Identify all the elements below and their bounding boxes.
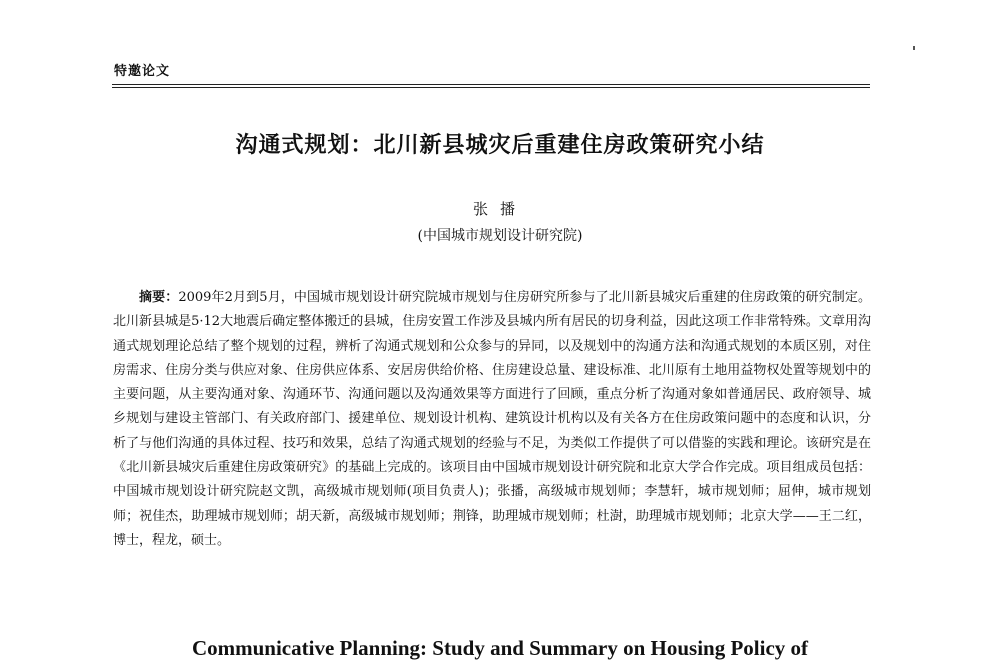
abstract-label: 摘要： — [139, 290, 179, 305]
abstract-text: 2009年2月到5月，中国城市规划设计研究院城市规划与住房研究所参与了北川新县城灾后重建的住房政策的研究制定。北川新县城是5·12大地震后确定整体搬迁的县城，住房安置工作涉及县城内所有居民的切身利益，因此这项工作非常特殊。文章用沟通式规划理论总结了整个规划的过程，辨析了沟通式规划和公众参与的异同，以及规划中的沟通方法和沟通式规划的本质区别，对住房需求、住房分类与供应对象、住房供应体系、安居房供给价格、住房建设总量、建设标准、北川原有土地用益物权处置等规划中的主要问题，从主要沟通对象、沟通环节、沟通问题以及沟通效果等方面进行了回顾，重点分析了沟通对象如普通居民、政府领导、城乡规划与建设主管部门、有关政府部门、援建单位、规划设计机构、建筑设计机构以及有关各方在住房政策问题中的态度和认识，分析了与他们沟通的具体过程、技巧和效果，总结了沟通式规划的经验与不足，为类似工作提供了可以借鉴的实践和理论。该研究是在《北川新县城灾后重建住房政策研究》的基础上完成的。该项目由中国城市规划设计研究院和北京大学合作完成。项目组成员包括：中国城市规划设计研究院赵文凯，高级城市规划师(项目负责人)；张播，高级城市规划师；李慧轩，城市规划师；屈伸，城市规划师；祝佳杰，助理城市规划师；胡天新，高级城市规划师；荆锋，助理城市规划师；杜澍，助理城市规划师；北京大学——王二红，博士，程龙，硕士。 — [113, 290, 871, 548]
abstract — [113, 286, 871, 553]
article-title: 沟通式规划：北川新县城灾后重建住房政策研究小结 — [235, 132, 765, 158]
author-name: 张播 — [472, 200, 527, 218]
corner-mark — [913, 46, 915, 50]
header-rule — [112, 84, 870, 88]
section-label: 特邀论文 — [114, 64, 171, 79]
author-affiliation: (中国城市规划设计研究院) — [417, 228, 583, 244]
english-title: Communicative Planning: Study and Summary on Housing Policy of — [191, 636, 809, 660]
